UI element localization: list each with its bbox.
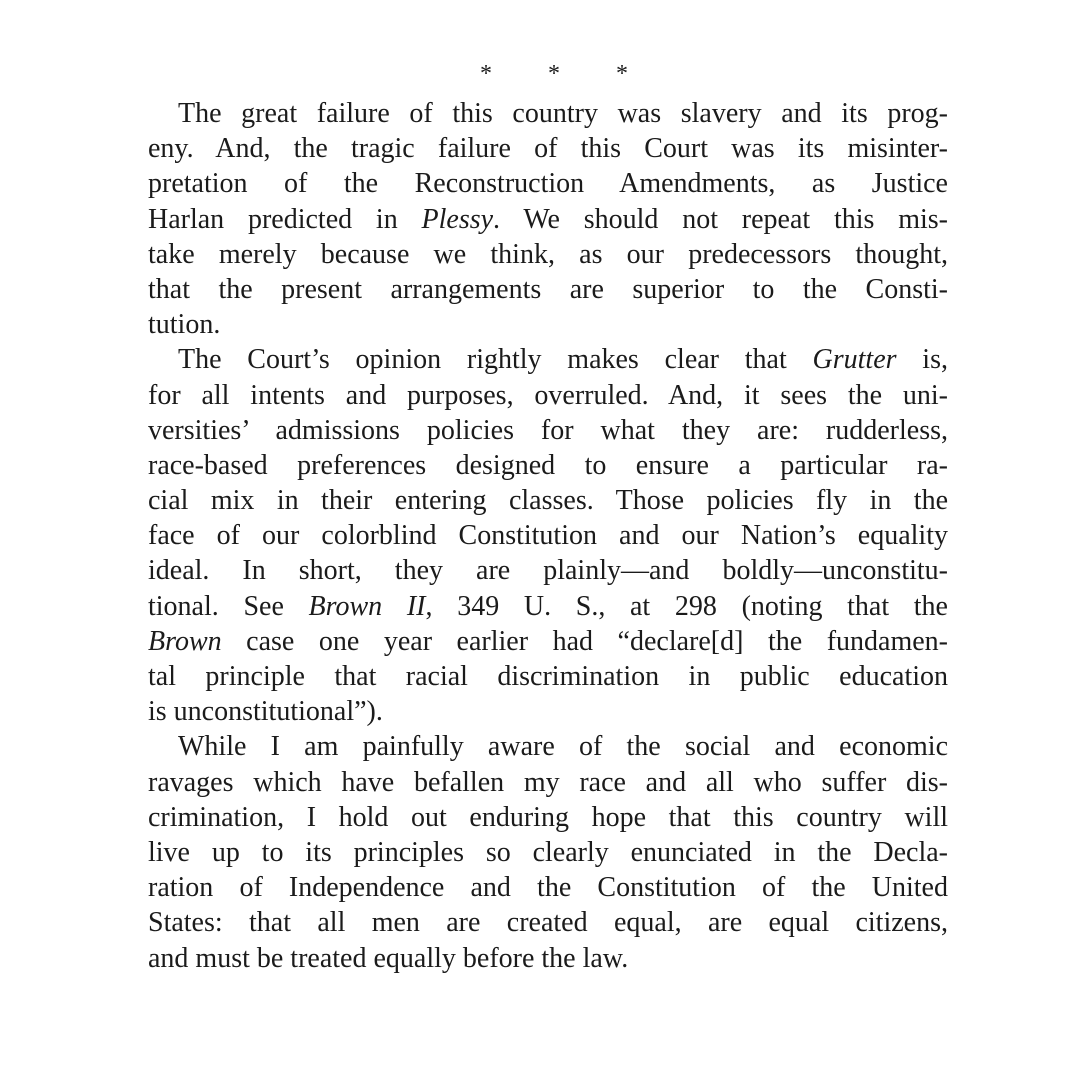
text-run: and must be treated equally before the law. (148, 942, 629, 974)
text-run: While I am painfully aware of the social and economic (178, 731, 948, 763)
text-line (148, 413, 948, 448)
text-line (148, 237, 948, 272)
text-line (148, 765, 948, 800)
text-run: take merely because we think, as our predecessors thought, (148, 238, 948, 270)
document-page (148, 52, 948, 976)
text-run: crimination, I hold out enduring hope that this country will (148, 801, 948, 833)
text-run: ravages which have befallen my race and all who suffer dis- (148, 766, 948, 798)
text-run: Harlan predicted in (148, 203, 422, 235)
text-line (148, 835, 948, 870)
text-run: eny. And, the tragic failure of this Court was its misinter- (148, 133, 948, 165)
text-line (148, 131, 948, 166)
text-line (148, 800, 948, 835)
case-name-italic: Grutter (812, 344, 897, 376)
text-line (148, 659, 948, 694)
text-run: pretation of the Reconstruction Amendments, as Justice (148, 168, 948, 200)
text-run: for all intents and purposes, overruled. And, it sees the uni- (148, 379, 948, 411)
text-line (148, 483, 948, 518)
text-line (148, 905, 948, 940)
text-run: . We should not repeat this mis- (493, 203, 949, 235)
text-line (148, 96, 948, 131)
text-run: cial mix in their entering classes. Those policies fly in the (148, 485, 948, 517)
text-run: tal principle that racial discrimination in public education (148, 661, 948, 692)
text-line (148, 518, 948, 553)
paragraph (148, 342, 948, 729)
text-run: is, (896, 344, 948, 376)
text-run: ideal. In short, they are plainly—and boldly—unconstitu- (148, 555, 948, 587)
text-run: that the present arrangements are superior to the Consti- (148, 273, 948, 305)
text-run: ration of Independence and the Constitution of the United (148, 872, 948, 904)
text-run: face of our colorblind Constitution and our Nation’s equality (148, 520, 948, 552)
text-run: live up to its principles so clearly enunciated in the Decla- (148, 836, 948, 868)
text-line (148, 589, 948, 624)
text-line (148, 272, 948, 307)
paragraph (148, 729, 948, 975)
text-line (148, 448, 948, 483)
text-line (148, 624, 948, 659)
text-line (148, 553, 948, 588)
text-run: tional. See (148, 590, 309, 622)
text-run: The Court’s opinion rightly makes clear that (178, 344, 813, 376)
text-line (148, 941, 948, 976)
case-name-italic: Brown (148, 625, 222, 657)
case-name-italic: Brown II (308, 590, 426, 622)
case-name-italic: Plessy (421, 203, 494, 235)
asterisk: * (616, 61, 628, 87)
text-run: , 349 U. S., at 298 (noting that the (425, 590, 948, 622)
text-line (148, 342, 948, 377)
text-run: is unconstitutional”). (148, 696, 383, 728)
asterisk: * (480, 61, 492, 87)
text-line (148, 378, 948, 413)
text-line (148, 870, 948, 905)
text-run: States: that all men are created equal, are equal citizens, (148, 907, 948, 939)
text-line (148, 694, 948, 729)
text-line (148, 202, 948, 237)
text-run: tution. (148, 309, 221, 341)
body-text (148, 96, 948, 976)
text-line (148, 729, 948, 764)
text-run: race-based preferences designed to ensure a particular ra- (148, 449, 948, 481)
text-line (148, 166, 948, 201)
text-line (148, 307, 948, 342)
text-run: case one year earlier had “declare[d] the fundamen- (221, 625, 948, 657)
asterisk: * (548, 61, 560, 87)
paragraph (148, 96, 948, 342)
section-break (160, 52, 948, 96)
text-run: versities’ admissions policies for what they are: rudderless, (148, 414, 948, 446)
text-run: The great failure of this country was slavery and its prog- (178, 98, 948, 129)
